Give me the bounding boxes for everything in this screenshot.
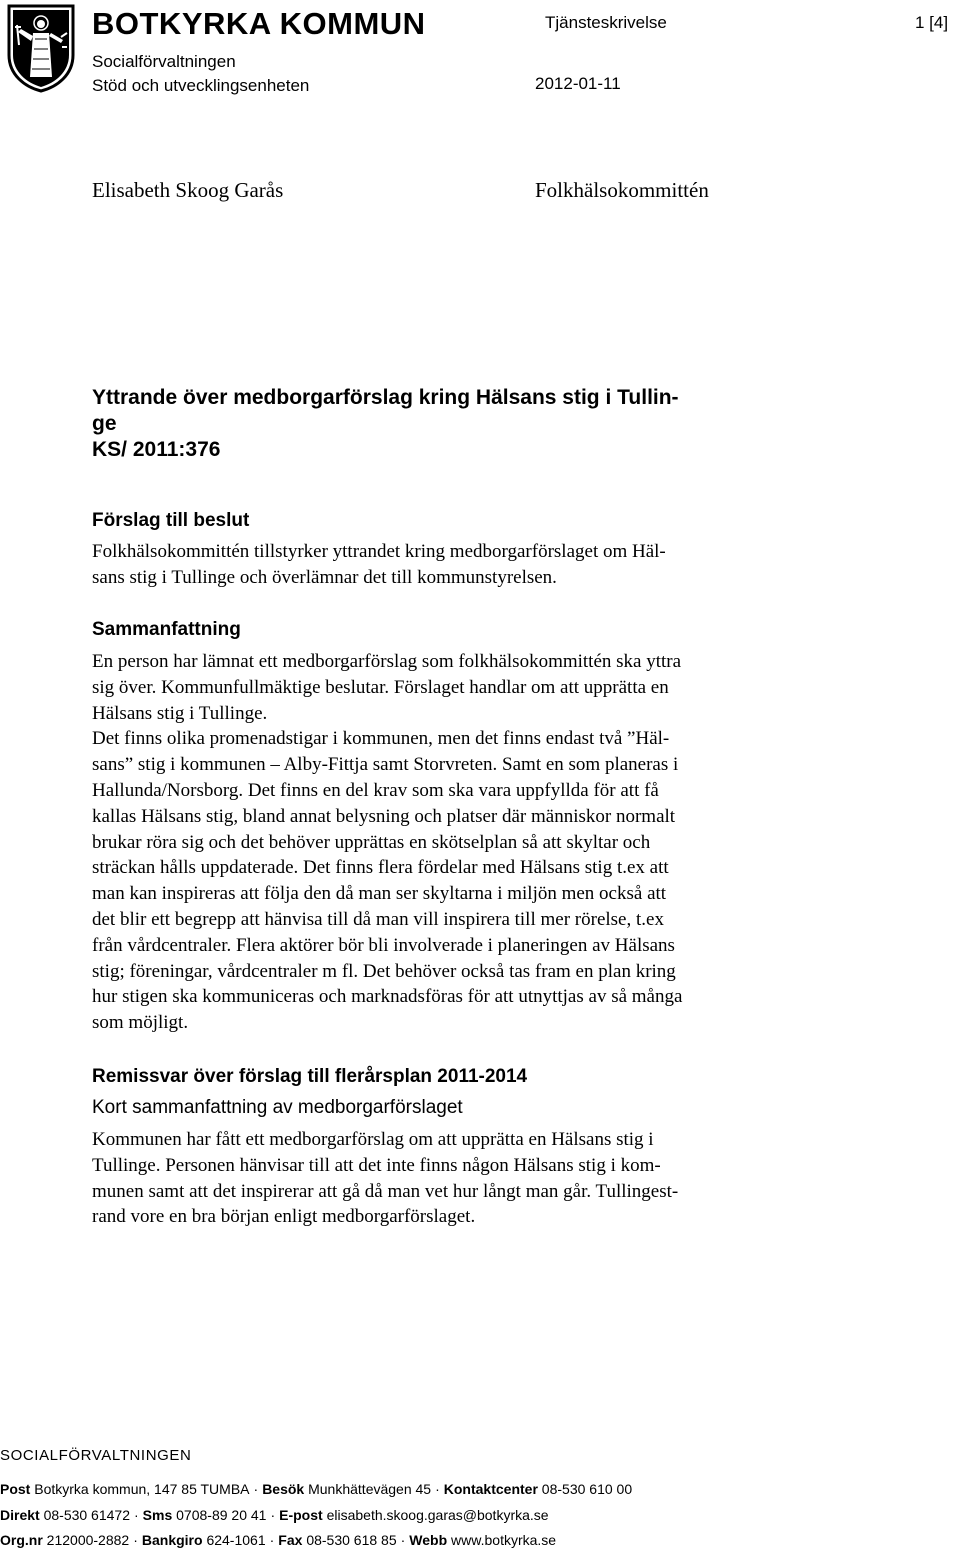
website-address: www.botkyrka.se bbox=[451, 1532, 557, 1548]
text-line: man kan inspireras att följa den då man ser skyltarna i miljön men också att bbox=[92, 883, 667, 905]
section-heading-remissvar: Remissvar över förslag till flerårsplan 2011-2014 bbox=[92, 1066, 528, 1087]
separator: · bbox=[253, 1481, 259, 1497]
footer-label: Fax bbox=[278, 1532, 303, 1548]
footer-contact-line bbox=[0, 1506, 549, 1524]
text-line: Kommunen har fått ett medborgarförslag om att upprätta en Hälsans stig i bbox=[92, 1129, 654, 1150]
text-line: kallas Hälsans stig, bland annat belysning och platser där människor normalt bbox=[92, 805, 676, 827]
footer-label: E-post bbox=[279, 1507, 323, 1523]
text-line: Folkhälsokommittén tillstyrker yttrandet kring medborgarförslaget om Häl- bbox=[92, 541, 666, 562]
section-heading-sammanfattning: Sammanfattning bbox=[92, 619, 241, 640]
remissvar-paragraph bbox=[92, 1127, 678, 1230]
document-date: 2012-01-11 bbox=[535, 74, 621, 93]
document-type: Tjänsteskrivelse bbox=[545, 13, 667, 32]
visiting-address: Munkhättevägen 45 bbox=[308, 1481, 432, 1497]
text-line: sig över. Kommunfullmäktige beslutar. Förslaget handlar om att upprätta en bbox=[92, 676, 669, 698]
author-name: Elisabeth Skoog Garås bbox=[92, 178, 284, 202]
footer-label: Kontaktcenter bbox=[443, 1481, 538, 1497]
footer-label: Bankgiro bbox=[141, 1532, 203, 1548]
text-line: Hälsans stig i Tullinge. bbox=[92, 702, 268, 724]
footer-label: Webb bbox=[409, 1532, 448, 1548]
separator: · bbox=[133, 1532, 138, 1548]
footer-label: Direkt bbox=[0, 1507, 40, 1523]
page-number: 1 [4] bbox=[915, 13, 949, 32]
separator: · bbox=[435, 1481, 440, 1497]
contact-center-phone: 08-530 610 00 bbox=[541, 1481, 633, 1497]
email-address: elisabeth.skoog.garas@botkyrka.se bbox=[326, 1507, 549, 1523]
text-line: rand vore en bra början enligt medborgarförslaget. bbox=[92, 1206, 476, 1228]
text-line: som möjligt. bbox=[92, 1012, 189, 1034]
title-line: Yttrande över medborgarförslag kring Hälsans stig i Tullin- bbox=[92, 386, 679, 409]
title-line: ge bbox=[92, 412, 117, 435]
separator: · bbox=[269, 1532, 275, 1548]
postal-address: Botkyrka kommun, 147 85 TUMBA bbox=[34, 1481, 250, 1497]
footer-contact-line bbox=[0, 1531, 556, 1549]
organization-name: BOTKYRKA KOMMUN bbox=[92, 6, 426, 41]
text-line: Hallunda/Norsborg. Det finns en del krav som ska vara uppfyllda för att få bbox=[92, 779, 659, 801]
text-line: munen samt att det inspirerar att gå då man vet hur långt man går. Tullingest- bbox=[92, 1180, 679, 1202]
footer-department: SOCIALFÖRVALTNINGEN bbox=[0, 1447, 192, 1464]
bankgiro-number: 624-1061 bbox=[206, 1532, 266, 1548]
text-line: sans stig i Tullinge och överlämnar det till kommunstyrelsen. bbox=[92, 566, 557, 588]
org-number: 212000-2882 bbox=[46, 1532, 130, 1548]
text-line: brukar röra sig och det behöver upprättas en skötselplan så att skyltar och bbox=[92, 831, 651, 853]
sms-number: 0708-89 20 41 bbox=[176, 1507, 267, 1523]
text-line: sträckan hålls uppdaterade. Det finns flera fördelar med Hälsans stig t.ex att bbox=[92, 857, 669, 879]
department-name: Socialförvaltningen bbox=[92, 52, 236, 71]
text-line: Tullinge. Personen hänvisar till att det inte finns någon Hälsans stig i kom- bbox=[92, 1154, 661, 1176]
footer-contact-line bbox=[0, 1480, 632, 1498]
text-line: Det finns olika promenadstigar i kommunen, men det finns endast två ”Häl- bbox=[92, 728, 670, 750]
text-line: sans” stig i kommunen – Alby-Fittja samt Storvreten. Samt en som planeras i bbox=[92, 754, 679, 776]
sammanfattning-paragraph bbox=[92, 649, 682, 1036]
footer-label: Besök bbox=[262, 1481, 305, 1497]
coat-of-arms-icon bbox=[5, 3, 77, 93]
case-number: KS/ 2011:376 bbox=[92, 438, 221, 461]
separator: · bbox=[134, 1507, 139, 1523]
section-subheading-kort: Kort sammanfattning av medborgarförslaget bbox=[92, 1097, 463, 1118]
forslag-paragraph bbox=[92, 539, 666, 591]
direct-phone: 08-530 61472 bbox=[43, 1507, 130, 1523]
text-line: från vårdcentraler. Flera aktörer bör bli involverade i planeringen av Hälsans bbox=[92, 934, 675, 956]
unit-name: Stöd och utvecklingsenheten bbox=[92, 76, 310, 95]
document-title bbox=[92, 385, 842, 437]
recipient-name: Folkhälsokommittén bbox=[535, 178, 709, 202]
text-line: hur stigen ska kommuniceras och marknadsföras för att utnyttjas av så många bbox=[92, 986, 683, 1008]
separator: · bbox=[400, 1532, 406, 1548]
footer-label: Sms bbox=[142, 1507, 173, 1523]
text-line: stig; föreningar, vårdcentraler m fl. Det behöver också tas fram en plan kring bbox=[92, 960, 676, 982]
footer-label: Org.nr bbox=[0, 1532, 43, 1548]
footer-label: Post bbox=[0, 1481, 31, 1497]
fax-number: 08-530 618 85 bbox=[306, 1532, 397, 1548]
text-line: det blir ett begrepp att hänvisa till då man vill inspirera till mer rörelse, t.ex bbox=[92, 908, 664, 930]
separator: · bbox=[270, 1507, 276, 1523]
section-heading-forslag: Förslag till beslut bbox=[92, 510, 250, 531]
text-line: En person har lämnat ett medborgarförslag som folkhälsokommittén ska yttra bbox=[92, 651, 682, 672]
